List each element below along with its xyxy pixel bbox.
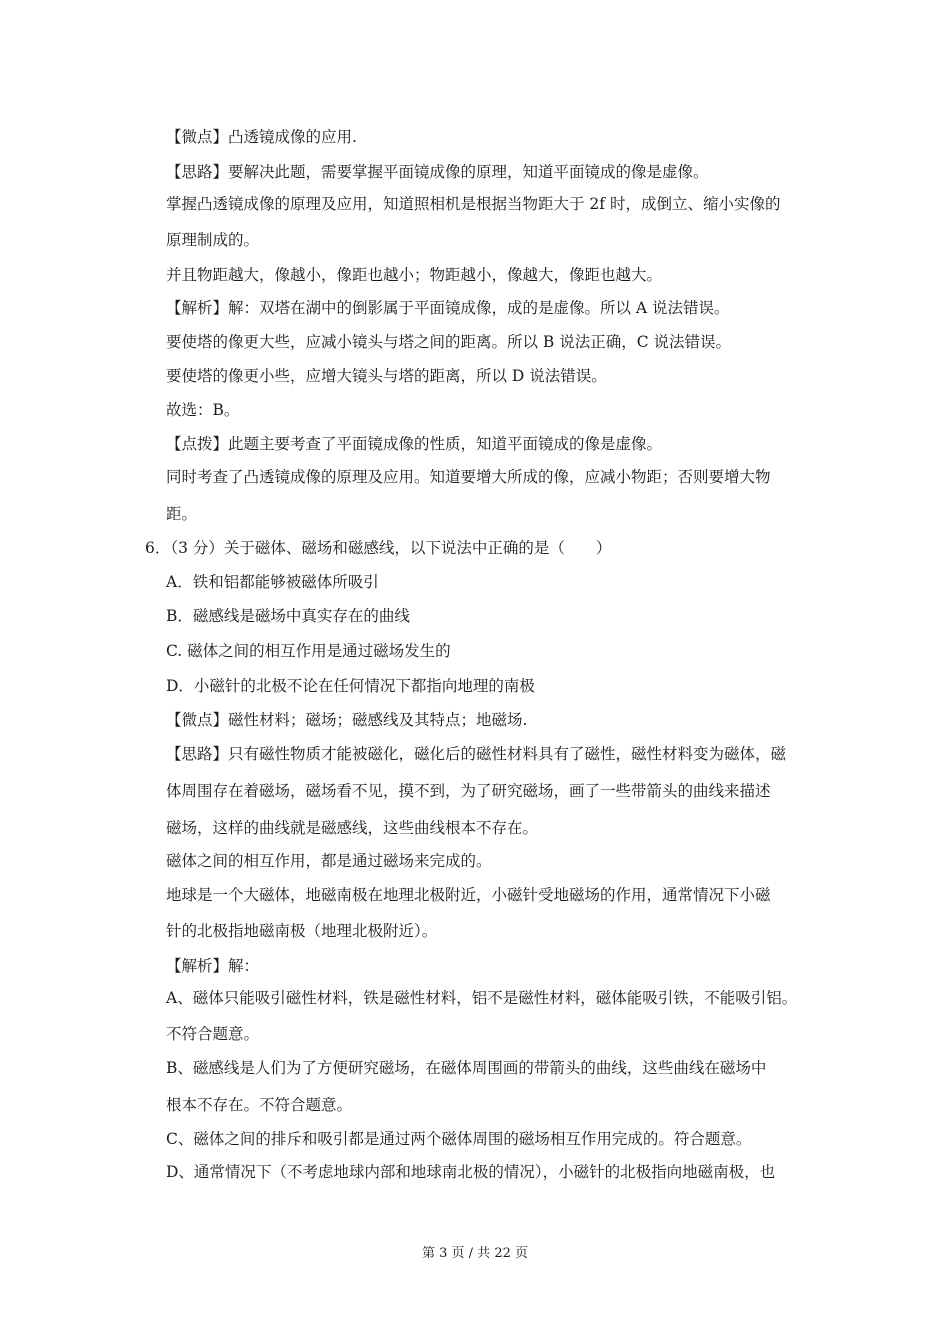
option-b: B．磁感线是磁场中真实存在的曲线 [166,607,410,625]
jiexi-line: C、磁体之间的排斥和吸引都是通过两个磁体周围的磁场相互作用完成的。符合题意。 [166,1130,752,1148]
option-c: C. 磁体之间的相互作用是通过磁场发生的 [166,642,451,660]
jiexi-line: 要使塔的像更小些，应增大镜头与塔的距离，所以 D 说法错误。 [166,367,607,385]
silu-line: 磁场，这样的曲线就是磁感线，这些曲线根本不存在。 [166,819,539,837]
jiexi-line: 【解析】解： [166,957,260,975]
silu-line: 体周围存在着磁场，磁场看不见，摸不到，为了研究磁场，画了一些带箭头的曲线来描述 [166,782,771,800]
silu-line: 【思路】要解决此题，需要掌握平面镜成像的原理，知道平面镜成的像是虚像。 [166,163,709,181]
jiexi-line: 要使塔的像更大些，应减小镜头与塔之间的距离。所以 B 说法正确，C 说法错误。 [166,333,732,351]
jiexi-line: 根本不存在。不符合题意。 [166,1096,353,1114]
dianbo-line: 【点拨】此题主要考查了平面镜成像的性质，知道平面镜成的像是虚像。 [166,435,663,453]
jiexi-line: B、磁感线是人们为了方便研究磁场，在磁体周围画的带箭头的曲线，这些曲线在磁场中 [166,1059,767,1077]
jiexi-line: 不符合题意。 [166,1025,260,1043]
option-a: A．铁和铝都能够被磁体所吸引 [166,573,379,591]
jiexi-line: A、磁体只能吸引磁性材料，铁是磁性材料，铝不是磁性材料，磁体能吸引铁，不能吸引铝。 [166,989,798,1007]
answer-line: 故选：B。 [166,401,240,419]
silu-line: 针的北极指地磁南极（地理北极附近）。 [166,922,438,940]
silu-line: 原理制成的。 [166,231,260,249]
page-footer: 第 3 页 / 共 22 页 [422,1246,528,1261]
dianbo-line: 同时考查了凸透镜成像的原理及应用。知道要增大所成的像，应减小物距；否则要增大物 [166,468,771,486]
silu-line: 地球是一个大磁体，地磁南极在地理北极附近，小磁针受地磁场的作用，通常情况下小磁 [166,886,771,904]
silu-line: 【思路】只有磁性物质才能被磁化，磁化后的磁性材料具有了磁性，磁性材料变为磁体，磁 [166,745,787,763]
silu-line: 掌握凸透镜成像的原理及应用，知道照相机是根据当物距大于 2f 时，成倒立、缩小实像的 [166,195,781,213]
weidian-line: 【微点】凸透镜成像的应用. [166,128,357,146]
dianbo-line: 距。 [166,505,198,523]
jiexi-line: D、通常情况下（不考虑地球内部和地球南北极的情况），小磁针的北极指向地磁南极，也 [166,1163,776,1181]
jiexi-line: 【解析】解：双塔在湖中的倒影属于平面镜成像，成的是虚像。所以 A 说法错误。 [166,299,730,317]
silu-line: 磁体之间的相互作用，都是通过磁场来完成的。 [166,852,492,870]
question-stem: 6．（3 分）关于磁体、磁场和磁感线，以下说法中正确的是（ ） [145,539,612,557]
silu-line: 并且物距越大，像越小，像距也越小；物距越小，像越大，像距也越大。 [166,266,663,284]
weidian-line: 【微点】磁性材料；磁场；磁感线及其特点；地磁场. [166,711,528,729]
option-d: D．小磁针的北极不论在任何情况下都指向地理的南极 [166,677,535,695]
